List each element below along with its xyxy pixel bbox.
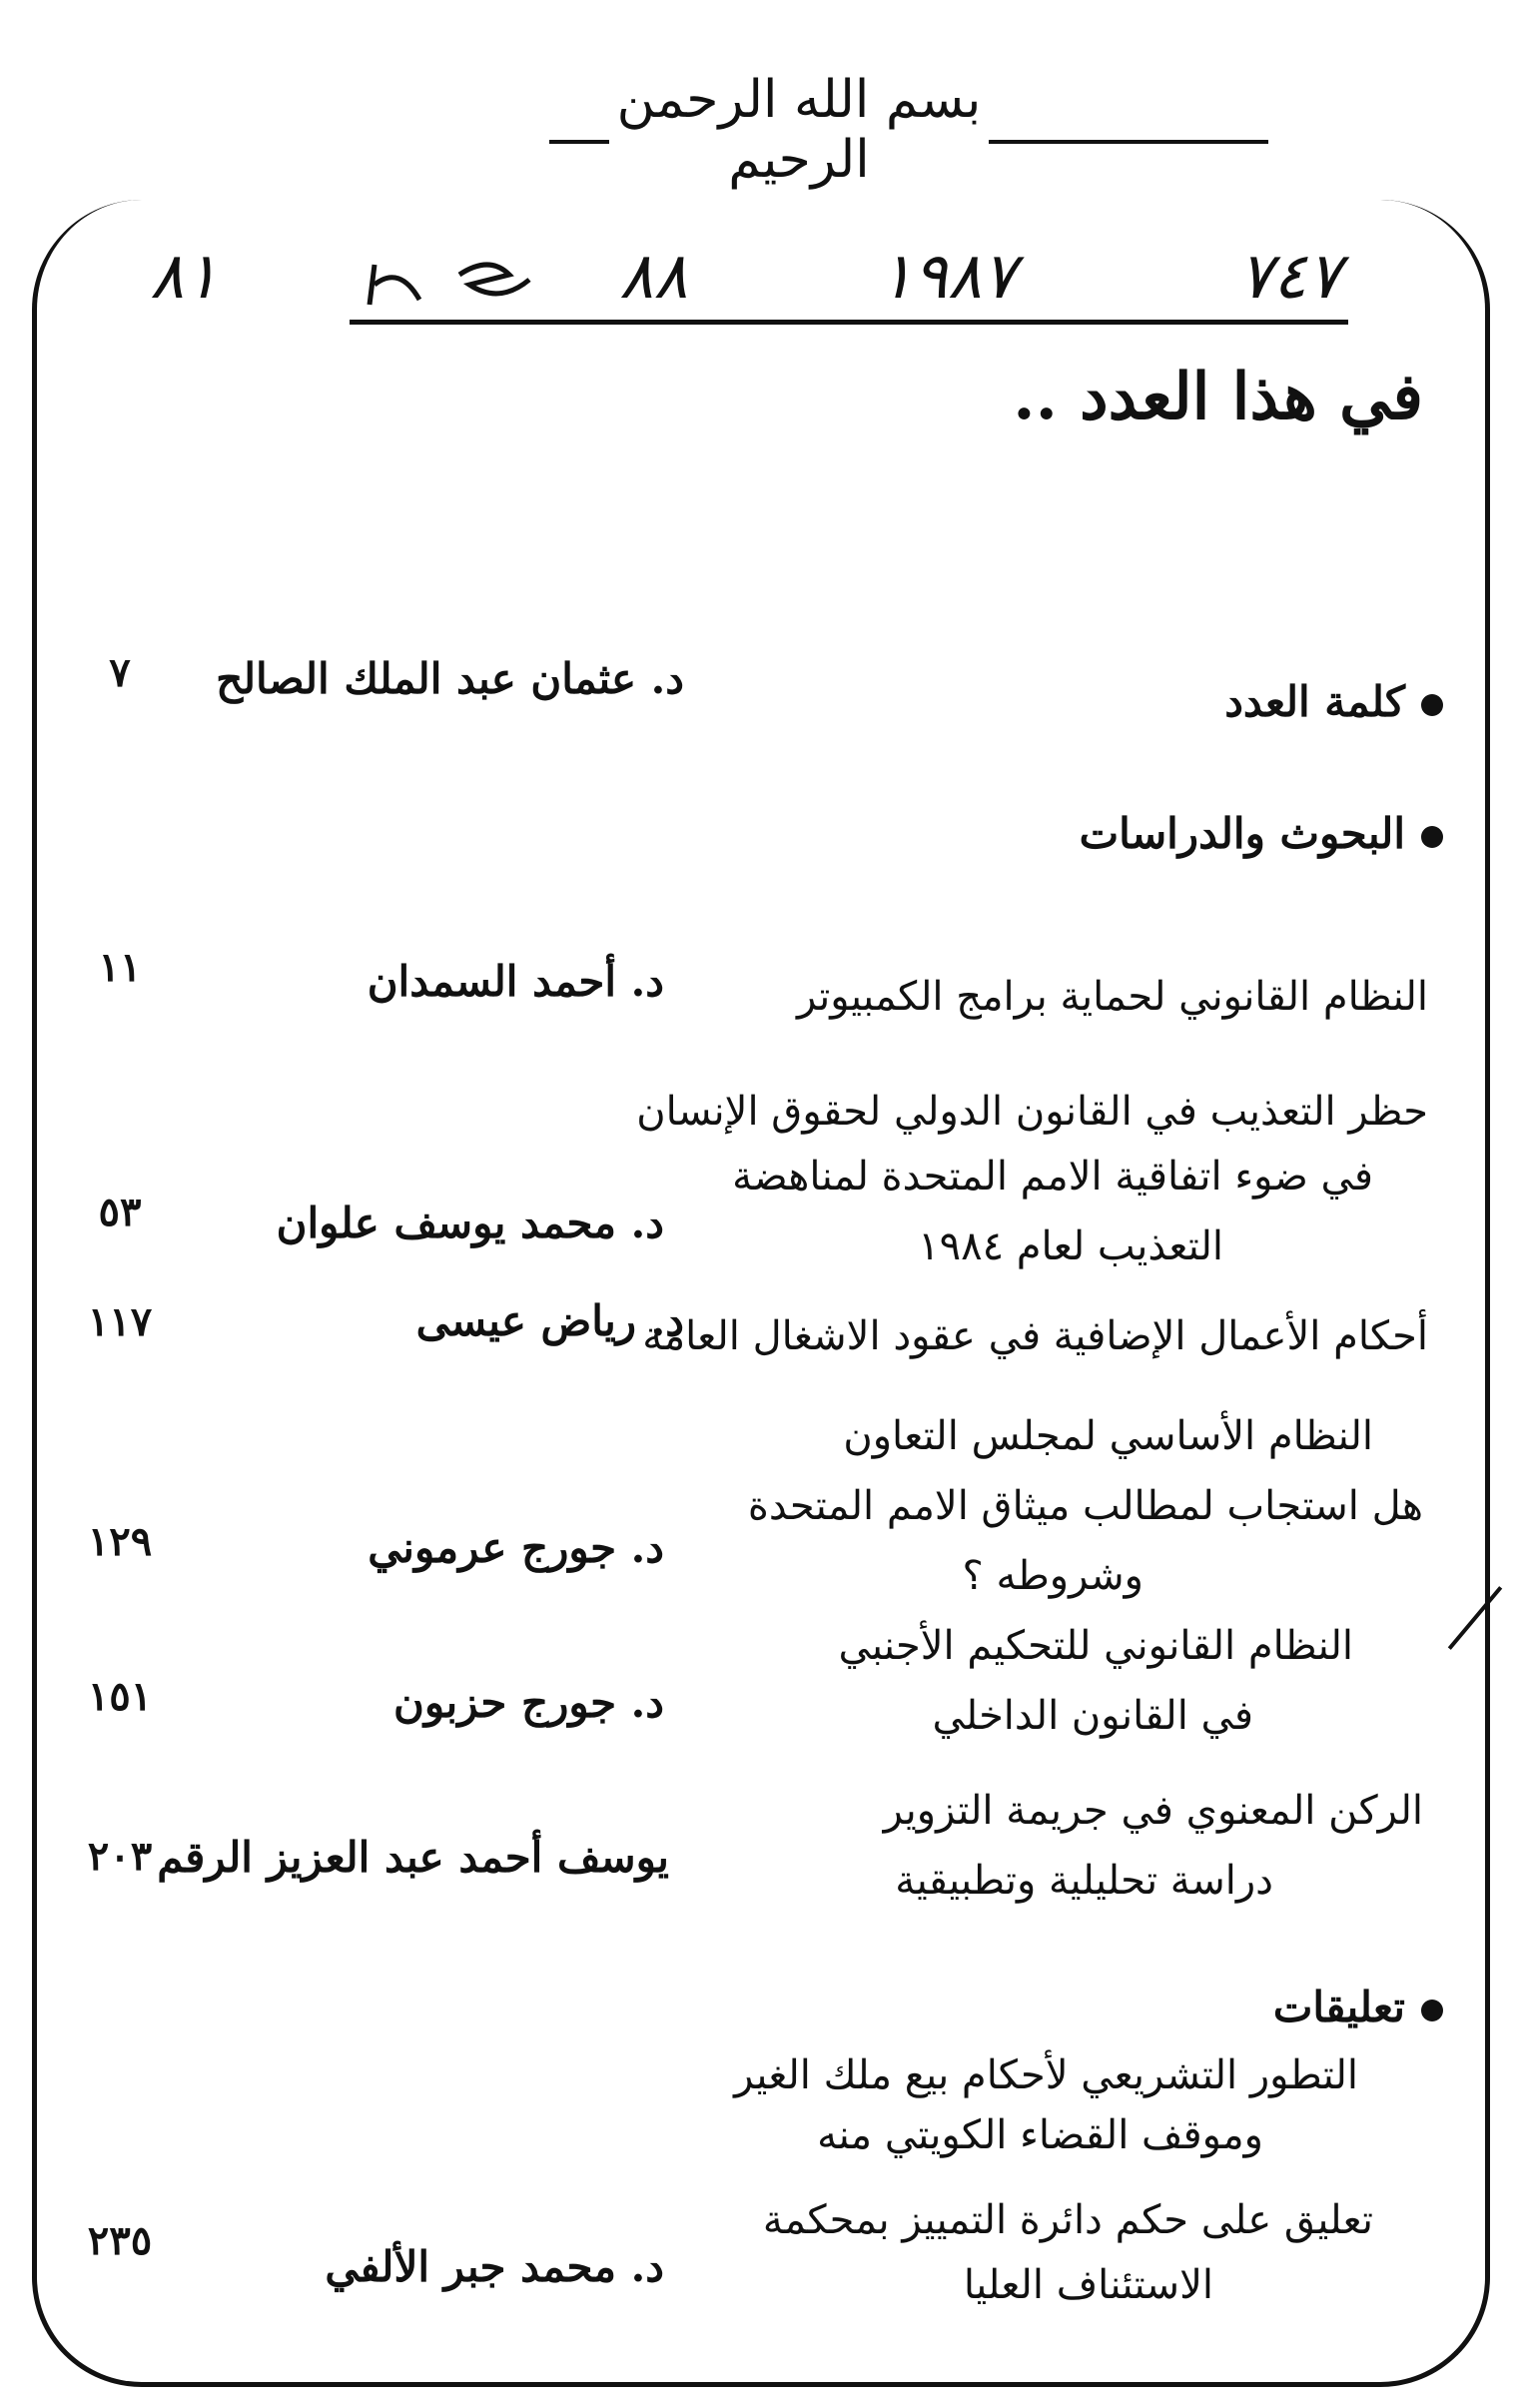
- entry-title-line: تعليق على حكم دائرة التمييز بمحكمة: [762, 2197, 1373, 2243]
- entry-author: د. جورج حزبون: [393, 1678, 664, 1727]
- entry-title-line: في ضوء اتفاقية الامم المتحدة لمناهضة: [732, 1154, 1373, 1200]
- entry-title-line: التعذيب لعام ١٩٨٤: [918, 1223, 1223, 1269]
- handwritten-year: ١٩٨٧: [879, 240, 1017, 314]
- page-title: في هذا العدد ..: [1013, 360, 1423, 434]
- entry-title-line: النظام الأساسي لمجلس التعاون: [843, 1413, 1373, 1459]
- entry-title-line: حظر التعذيب في القانون الدولي لحقوق الإنسان: [636, 1089, 1428, 1135]
- entry-page: ١٥١: [87, 1673, 153, 1720]
- entry-author: د. محمد جبر الألفي: [325, 2242, 664, 2291]
- handwritten-issue: ٨١: [150, 240, 219, 314]
- entry-page: ١١٧: [87, 1298, 153, 1345]
- section-research: البحوث والدراسات: [1080, 809, 1443, 858]
- entry-author: يوسف أحمد عبد العزيز الرقم: [157, 1833, 669, 1882]
- entry-title-line: وشروطه ؟: [962, 1553, 1143, 1599]
- entry-page: ٧: [109, 649, 131, 696]
- entry-page: ٢٣٥: [87, 2217, 153, 2264]
- entry-title-line: في القانون الداخلي: [932, 1693, 1253, 1739]
- basmala-rule-right: [989, 140, 1268, 144]
- entry-page: ٢٠٣: [87, 1833, 153, 1880]
- entry-author: د. محمد يوسف علوان: [276, 1199, 664, 1247]
- entry-title: أحكام الأعمال الإضافية في عقود الاشغال العامة: [642, 1313, 1428, 1359]
- bullet-icon: [1421, 694, 1443, 716]
- section-issue-word: كلمة العدد: [1224, 677, 1443, 726]
- handwritten-number: ٧٤٧: [1238, 240, 1342, 314]
- entry-author: د. عثمان عبد الملك الصالح: [216, 654, 684, 703]
- section-comments: تعليقات: [1273, 1983, 1443, 2031]
- entry-page: ١١: [98, 944, 142, 991]
- entry-author: د. أحمد السمدان: [367, 957, 664, 1006]
- entry-page: ٥٣: [98, 1189, 142, 1235]
- entry-author: د. جورج عرموني: [368, 1523, 664, 1572]
- entry-title-line: وموقف القضاء الكويتي منه: [817, 2112, 1263, 2158]
- bullet-icon: [1421, 2000, 1443, 2021]
- entry-title-line: الركن المعنوي في جريمة التزوير: [883, 1788, 1423, 1834]
- handwritten-code: ٨٨: [619, 240, 688, 314]
- entry-title-line: النظام القانوني للتحكيم الأجنبي: [838, 1623, 1353, 1669]
- basmala: بسم الله الرحمن الرحيم: [616, 70, 982, 190]
- basmala-rule-left: [549, 140, 609, 144]
- bullet-icon: [1421, 826, 1443, 848]
- entry-title-line: الاستئناف العليا: [963, 2262, 1213, 2308]
- entry-page: ١٢٩: [87, 1518, 153, 1565]
- entry-title: النظام القانوني لحماية برامج الكمبيوتر: [797, 974, 1428, 1020]
- entry-author: د. رياض عيسى: [415, 1296, 684, 1345]
- entry-title-line: هل استجاب لمطالب ميثاق الامم المتحدة: [747, 1483, 1423, 1529]
- entry-title-line: دراسة تحليلية وتطبيقية: [895, 1858, 1273, 1904]
- entry-title-line: التطور التشريعي لأحكام بيع ملك الغير: [734, 2052, 1358, 2098]
